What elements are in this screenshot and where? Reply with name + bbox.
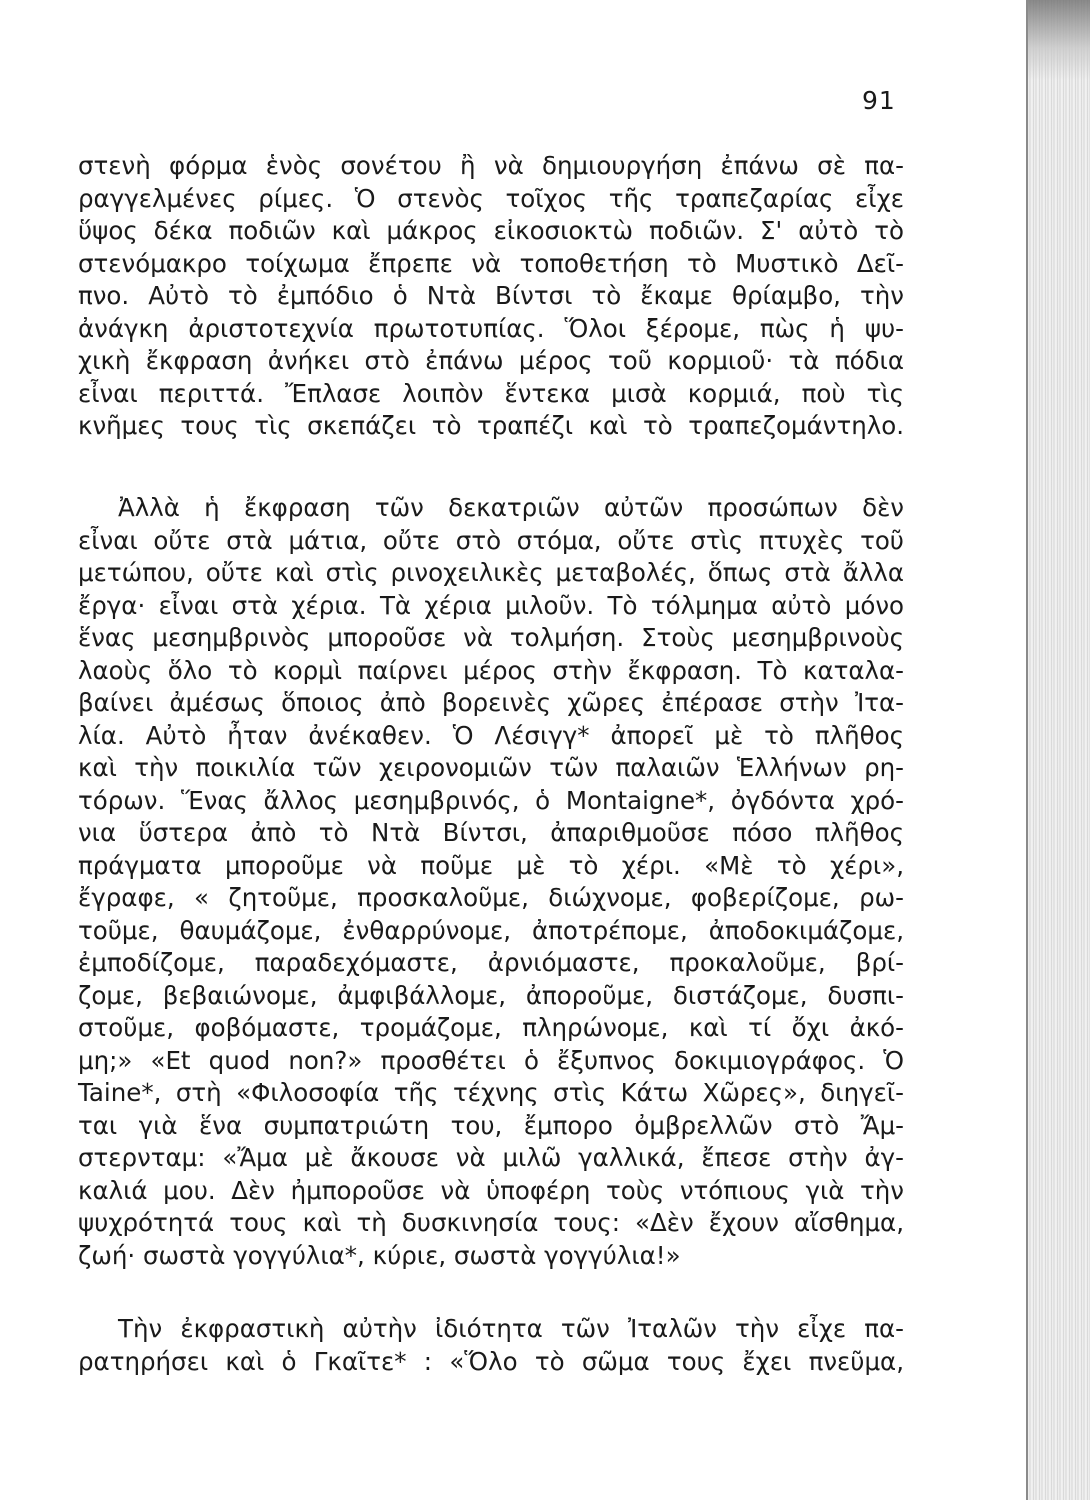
text-line: ζωή· σωστὰ γογγύλια*, κύριε, σωστὰ γογγύλια!» <box>78 1240 681 1270</box>
text-line: ὕψος δέκα ποδιῶν καὶ μάκρος εἰκοσιοκτὼ ποδιῶν. Σ' αὐτὸ τὸ <box>78 216 904 245</box>
text-line: στερνταμ: «Ἄμα μὲ ἄκουσε νὰ μιλῶ γαλλικά, ἔπεσε στὴν ἀγ- <box>78 1143 904 1172</box>
text-line: ραγγελμένες ρίμες. Ὁ στενὸς τοῖχος τῆς τραπεζαρίας εἶχε <box>78 183 904 213</box>
text-line: πράγματα μποροῦμε νὰ ποῦμε μὲ τὸ χέρι. «Μὲ τὸ χέρι», <box>78 850 904 880</box>
text-line: λία. Αὐτὸ ἦταν ἀνέκαθεν. Ὁ Λέσιγγ* ἀπορεῖ μὲ τὸ πλῆθος <box>78 720 904 750</box>
text-line: καὶ τὴν ποικιλία τῶν χειρονομιῶν τῶν παλαιῶν Ἑλλήνων ρη- <box>78 753 904 782</box>
text-line: νια ὕστερα ἀπὸ τὸ Ντὰ Βίντσι, ἀπαριθμοῦσε πόσο πλῆθος <box>78 818 904 847</box>
text-line: μη;» «Et quod non?» προσθέτει ὁ ἔξυπνος δοκιμιογράφος. Ὁ <box>78 1045 904 1075</box>
text-line: Ἀλλὰ ἡ ἔκφραση τῶν δεκατριῶν αὐτῶν προσώπων δὲν <box>118 493 904 522</box>
text-line: ἐμποδίζομε, παραδεχόμαστε, ἀρνιόμαστε, προκαλοῦμε, βρί- <box>78 948 904 977</box>
book-edge-shadow <box>1028 0 1090 80</box>
text-line: λαοὺς ὅλο τὸ κορμὶ παίρνει μέρος στὴν ἔκφραση. Τὸ καταλα- <box>78 655 904 685</box>
paragraph-3 <box>78 1313 904 1378</box>
text-line: ται γιὰ ἕνα συμπατριώτη του, ἔμπορο ὀμβρελλῶν στὸ Ἄμ- <box>78 1110 904 1140</box>
text-line: χικὴ ἔκφραση ἀνήκει στὸ ἐπάνω μέρος τοῦ κορμιοῦ· τὰ πόδια <box>78 346 904 375</box>
text-line: στενόμακρο τοίχωμα ἔπρεπε νὰ τοποθετήση τὸ Μυστικὸ Δεῖ- <box>78 248 904 278</box>
text-line: ἔγραφε, « ζητοῦμε, προσκαλοῦμε, διώχνομε, φοβερίζομε, ρω- <box>78 883 904 912</box>
page-number: 91 <box>862 86 896 115</box>
book-page-edges <box>1026 0 1090 1500</box>
text-line: τόρων. Ἕνας ἄλλος μεσημβρινός, ὁ Montaigne*, ὀγδόντα χρό- <box>78 785 904 815</box>
paragraph-2 <box>78 492 904 1272</box>
text-line: ἕνας μεσημβρινὸς μποροῦσε νὰ τολμήση. Στοὺς μεσημβρινοὺς <box>78 623 904 652</box>
text-line: στενὴ φόρμα ἑνὸς σονέτου ἢ νὰ δημιουργήση ἐπάνω σὲ πα- <box>78 151 904 180</box>
text-line: στοῦμε, φοβόμαστε, τρομάζομε, πληρώνομε, καὶ τί ὄχι ἀκό- <box>78 1013 904 1042</box>
text-line: Τὴν ἐκφραστικὴ αὐτὴν ἰδιότητα τῶν Ἰταλῶν τὴν εἶχε πα- <box>118 1314 904 1343</box>
text-line: μετώπου, οὔτε καὶ στὶς ρινοχειλικὲς μεταβολές, ὅπως στὰ ἄλλα <box>78 558 904 587</box>
text-line: καλιά μου. Δὲν ἠμποροῦσε νὰ ὑποφέρη τοὺς ντόπιους γιὰ τὴν <box>78 1175 904 1205</box>
text-line: εἶναι οὔτε στὰ μάτια, οὔτε στὸ στόμα, οὔτε στὶς πτυχὲς τοῦ <box>78 525 904 555</box>
text-line: τοῦμε, θαυμάζομε, ἐνθαρρύνομε, ἀποτρέπομε, ἀποδοκιμάζομε, <box>78 915 904 945</box>
paragraph-1 <box>78 150 904 443</box>
text-line: εἶναι περιττά. Ἔπλασε λοιπὸν ἕντεκα μισὰ κορμιά, ποὺ τὶς <box>78 378 904 408</box>
text-line: ρατηρήσει καὶ ὁ Γκαῖτε* : «Ὅλο τὸ σῶμα τους ἔχει πνεῦμα, <box>78 1346 904 1376</box>
text-line: πνο. Αὐτὸ τὸ ἐμπόδιο ὁ Ντὰ Βίντσι τὸ ἔκαμε θρίαμβο, τὴν <box>78 281 904 310</box>
text-line: βαίνει ἀμέσως ὅποιος ἀπὸ βορεινὲς χῶρες ἐπέρασε στὴν Ἰτα- <box>78 688 904 717</box>
text-line: κνῆμες τους τὶς σκεπάζει τὸ τραπέζι καὶ τὸ τραπεζομάντηλο. <box>78 411 904 440</box>
text-line: ζομε, βεβαιώνομε, ἀμφιβάλλομε, ἀποροῦμε, διστάζομε, δυσπι- <box>78 980 904 1010</box>
text-line: ψυχρότητά τους καὶ τὴ δυσκινησία τους: «Δὲν ἔχουν αἴσθημα, <box>78 1208 904 1237</box>
text-line: ἔργα· εἶναι στὰ χέρια. Τὰ χέρια μιλοῦν. Τὸ τόλμημα αὐτὸ μόνο <box>78 590 904 620</box>
text-line: ἀνάγκη ἀριστοτεχνία πρωτοτυπίας. Ὅλοι ξέρομε, πὼς ἡ ψυ- <box>78 313 904 343</box>
text-line: Taine*, στὴ «Φιλοσοφία τῆς τέχνης στὶς Κάτω Χῶρες», διηγεῖ- <box>78 1078 904 1107</box>
